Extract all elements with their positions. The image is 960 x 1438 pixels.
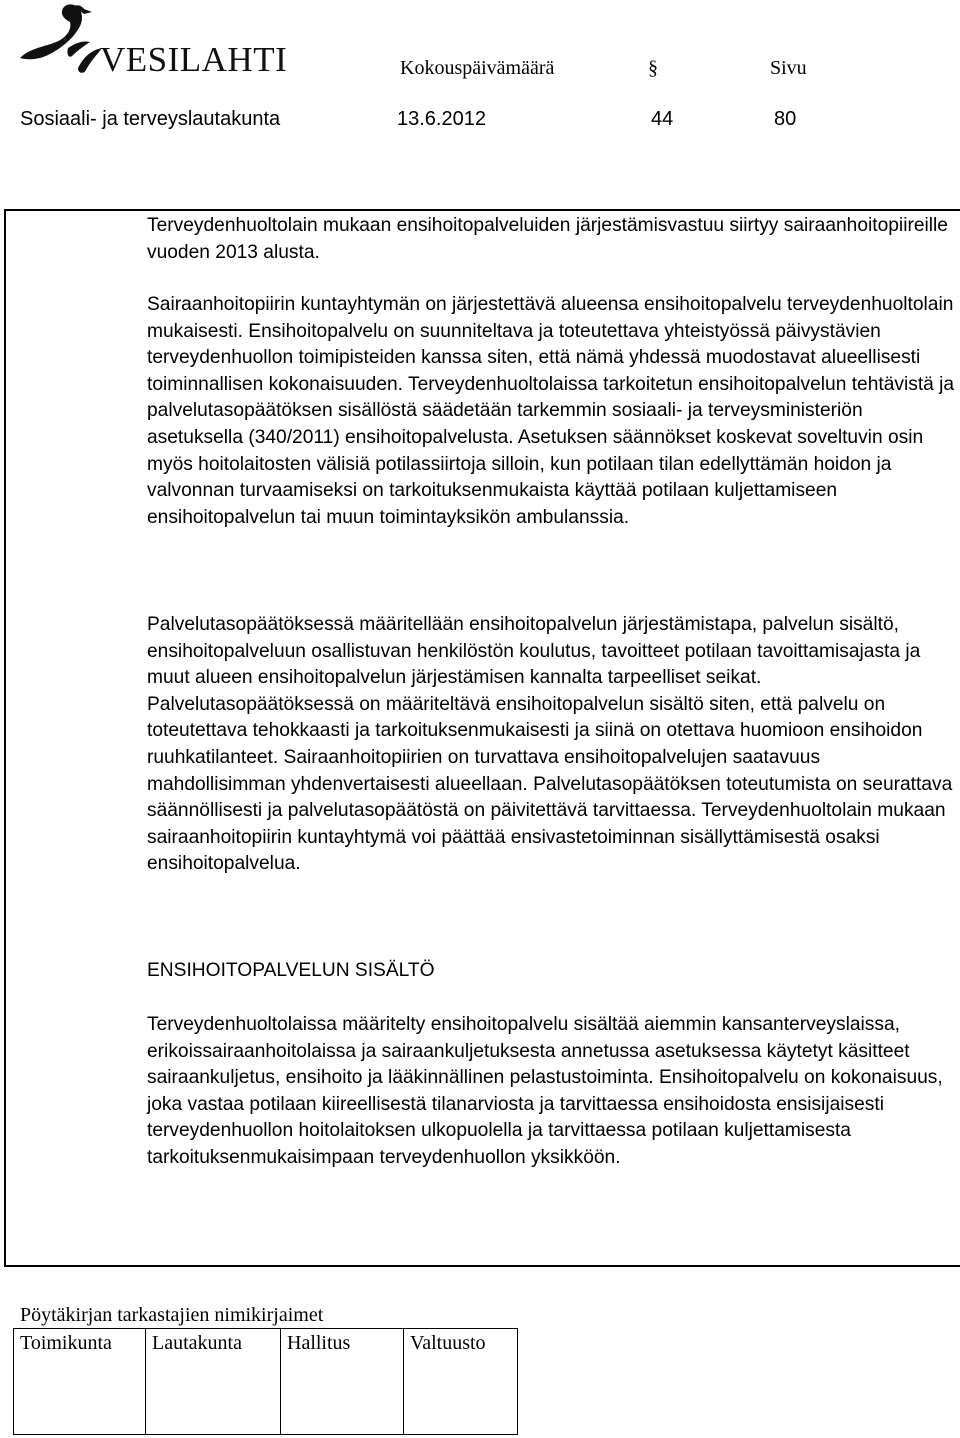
signature-cell-toimikunta: Toimikunta [14, 1329, 146, 1435]
section-number: 44 [651, 108, 674, 130]
date-label: Kokouspäivämäärä [400, 57, 555, 79]
paragraph: Palvelutasopäätöksessä määritellään ensihoitopalvelun järjestämistapa, palvelun sisältö, ensihoitopalveluun osallistuvan henkilöstön koulutus, tavoitteet potilaan tavoittamisajasta ja muut alueen ensihoitopalvelun järjestämisen kannalta tarpeelliset seikat. Palvelutasopäätöksessä on määriteltävä ensihoitopalvelun sisältö siten, että palvelu on toteutettava tehokkaasti ja tarkoituksenmukaisesti ja siinä on otettava huomioon ensihoidon ruuhkatilanteet. Sairaanhoitopiirien on turvattava ensihoitopalvelujen saatavuus mahdollisimman yhdenvertaisesti alueellaan. Palvelutasopäätöksen toteutumista on seurattava säännöllisesti ja palvelutasopäätöstä on päivitettävä tarvittaessa. Terveydenhuoltolain mukaan sairaanhoitopiirin kuntayhtymä voi päättää ensivastetoiminnan sisällyttämisestä osaksi ensihoitopalvelua. [147, 614, 953, 875]
paragraph: Terveydenhuoltolaissa määritelty ensihoitopalvelu sisältää aiemmin kansanterveyslaissa, erikoissairaanhoitolaissa ja sairaankuljetuksesta annetussa asetuksessa käytetyt käsitteet sairaankuljetus, ensihoito ja lääkinnällinen pelastustoiminta. Ensihoitopalvelu on kokonaisuus, joka vastaa potilaan kiireellisestä tilanarviosta ja tarvittaessa ensihoidosta ensisijaisesti terveydenhuollon hoitolaitoksen ulkopuolella ja tarvittaessa potilaan kuljettamisesta tarkoituksenmukaisimpaan terveydenhuollon yksikköön. [147, 1014, 943, 1168]
section-heading: ENSIHOITOPALVELUN SISÄLTÖ [147, 960, 435, 981]
page-label: Sivu [770, 57, 807, 79]
signature-cell-valtuusto: Valtuusto [404, 1329, 518, 1435]
paragraph: Terveydenhuoltolain mukaan ensihoitopalveluiden järjestämisvastuu siirtyy sairaanhoitopiireille vuoden 2013 alusta. [147, 215, 948, 263]
board-name: Sosiaali- ja terveyslautakunta [20, 108, 281, 130]
signature-table [13, 1328, 518, 1435]
footer-label: Pöytäkirjan tarkastajien nimikirjaimet [20, 1304, 324, 1326]
page-number: 80 [774, 108, 797, 130]
logo-text: VESILAHTI [100, 40, 288, 79]
signature-cell-hallitus: Hallitus [281, 1329, 404, 1435]
municipality-logo [8, 0, 288, 80]
section-mark: § [648, 57, 658, 79]
signature-cell-lautakunta: Lautakunta [146, 1329, 281, 1435]
meeting-date: 13.6.2012 [397, 108, 486, 130]
paragraph: Sairaanhoitopiirin kuntayhtymän on järjestettävä alueensa ensihoitopalvelu terveydenhuoltolain mukaisesti. Ensihoitopalvelu on suunniteltava ja toteutettava yhteistyössä päivystävien terveydenhuollon toimipisteiden kanssa siten, että nämä yhdessä muodostavat alueellisesti toiminnallisen kokonaisuuden. Terveydenhuoltolaissa tarkoitetun ensihoitopalvelun tehtävistä ja palvelutasopäätöksen sisällöstä säädetään tarkemmin sosiaali- ja terveysministeriön asetuksella (340/2011) ensihoitopalvelusta. Asetuksen säännökset koskevat soveltuvin osin myös hoitolaitosten välisiä potilassiirtoja silloin, kun potilaan tilan edellyttämän hoidon ja valvonnan turvaamiseksi on tarkoituksenmukaista käyttää potilaan kuljettamiseen ensihoitopalvelun tai muun toimintayksikön ambulanssia. [147, 294, 955, 528]
